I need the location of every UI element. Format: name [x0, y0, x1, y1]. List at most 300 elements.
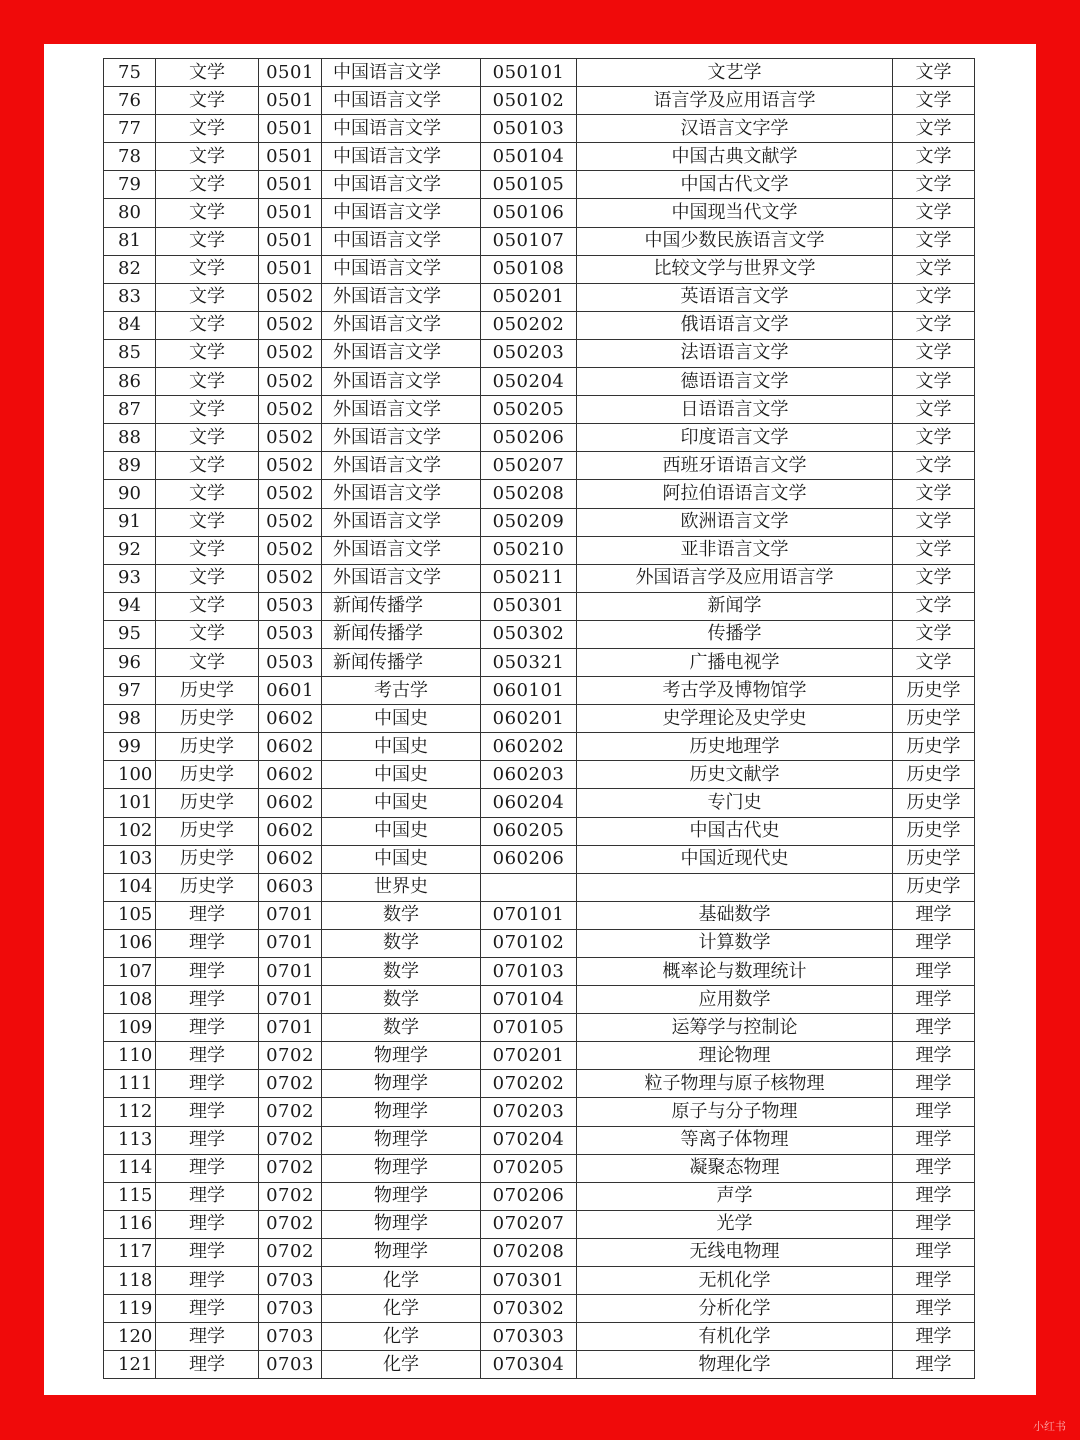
primary-name-cell: 中国语言文学	[322, 59, 481, 87]
secondary-name-cell: 有机化学	[577, 1323, 893, 1351]
primary-code-cell: 0602	[259, 733, 322, 761]
secondary-code-cell: 070201	[481, 1042, 577, 1070]
secondary-name-cell: 粒子物理与原子核物理	[577, 1070, 893, 1098]
secondary-code-cell: 070105	[481, 1014, 577, 1042]
row-number-cell: 103	[104, 845, 156, 873]
secondary-code-cell: 050104	[481, 143, 577, 171]
row-number-cell: 88	[104, 424, 156, 452]
primary-code-cell: 0602	[259, 761, 322, 789]
degree-category-cell: 文学	[893, 480, 975, 508]
secondary-code-cell: 070103	[481, 958, 577, 986]
table-row	[104, 143, 975, 171]
degree-category-cell: 文学	[893, 115, 975, 143]
primary-name-cell: 新闻传播学	[322, 648, 481, 676]
primary-name-cell: 数学	[322, 901, 481, 929]
primary-code-cell: 0703	[259, 1351, 322, 1379]
primary-name-cell: 中国史	[322, 845, 481, 873]
secondary-name-cell: 无线电物理	[577, 1238, 893, 1266]
table-row	[104, 424, 975, 452]
primary-code-cell: 0701	[259, 958, 322, 986]
row-number-cell: 95	[104, 620, 156, 648]
secondary-name-cell: 历史地理学	[577, 733, 893, 761]
secondary-name-cell: 无机化学	[577, 1267, 893, 1295]
table-row	[104, 1126, 975, 1154]
primary-name-cell: 世界史	[322, 873, 481, 901]
table-row	[104, 648, 975, 676]
secondary-name-cell: 广播电视学	[577, 648, 893, 676]
primary-name-cell: 中国史	[322, 789, 481, 817]
row-number-cell: 120	[104, 1323, 156, 1351]
row-number-cell: 75	[104, 59, 156, 87]
primary-code-cell: 0503	[259, 648, 322, 676]
row-number-cell: 119	[104, 1295, 156, 1323]
degree-category-cell: 历史学	[893, 817, 975, 845]
secondary-name-cell: 专门史	[577, 789, 893, 817]
category-cell: 理学	[156, 1014, 259, 1042]
primary-code-cell: 0702	[259, 1042, 322, 1070]
table-row	[104, 87, 975, 115]
secondary-name-cell: 光学	[577, 1210, 893, 1238]
degree-category-cell: 理学	[893, 1238, 975, 1266]
table-row	[104, 1351, 975, 1379]
primary-name-cell: 化学	[322, 1267, 481, 1295]
degree-category-cell: 历史学	[893, 789, 975, 817]
degree-category-cell: 理学	[893, 1323, 975, 1351]
primary-code-cell: 0701	[259, 901, 322, 929]
secondary-name-cell: 中国古代文学	[577, 171, 893, 199]
primary-name-cell: 物理学	[322, 1126, 481, 1154]
category-cell: 文学	[156, 452, 259, 480]
table-row	[104, 508, 975, 536]
primary-code-cell: 0502	[259, 508, 322, 536]
secondary-name-cell: 俄语语言文学	[577, 311, 893, 339]
secondary-name-cell: 概率论与数理统计	[577, 958, 893, 986]
secondary-code-cell: 070202	[481, 1070, 577, 1098]
primary-code-cell: 0702	[259, 1154, 322, 1182]
row-number-cell: 82	[104, 255, 156, 283]
secondary-code-cell: 050321	[481, 648, 577, 676]
category-cell: 理学	[156, 1295, 259, 1323]
degree-category-cell: 文学	[893, 311, 975, 339]
table-row	[104, 368, 975, 396]
category-cell: 文学	[156, 536, 259, 564]
secondary-code-cell: 050205	[481, 396, 577, 424]
category-cell: 理学	[156, 958, 259, 986]
primary-code-cell: 0502	[259, 396, 322, 424]
degree-category-cell: 历史学	[893, 873, 975, 901]
primary-code-cell: 0501	[259, 171, 322, 199]
degree-category-cell: 历史学	[893, 677, 975, 705]
primary-code-cell: 0502	[259, 536, 322, 564]
primary-code-cell: 0502	[259, 424, 322, 452]
secondary-name-cell: 等离子体物理	[577, 1126, 893, 1154]
row-number-cell: 81	[104, 227, 156, 255]
row-number-cell: 117	[104, 1238, 156, 1266]
row-number-cell: 112	[104, 1098, 156, 1126]
category-cell: 理学	[156, 1210, 259, 1238]
secondary-name-cell: 原子与分子物理	[577, 1098, 893, 1126]
primary-code-cell: 0702	[259, 1098, 322, 1126]
degree-category-cell: 历史学	[893, 845, 975, 873]
secondary-name-cell: 外国语言学及应用语言学	[577, 564, 893, 592]
category-cell: 历史学	[156, 761, 259, 789]
secondary-name-cell: 亚非语言文学	[577, 536, 893, 564]
table-row	[104, 592, 975, 620]
table-row	[104, 1295, 975, 1323]
secondary-name-cell: 法语语言文学	[577, 339, 893, 367]
table-row	[104, 452, 975, 480]
primary-code-cell: 0501	[259, 199, 322, 227]
table-row	[104, 1042, 975, 1070]
secondary-name-cell: 中国近现代史	[577, 845, 893, 873]
row-number-cell: 83	[104, 283, 156, 311]
row-number-cell: 93	[104, 564, 156, 592]
secondary-name-cell: 声学	[577, 1182, 893, 1210]
primary-name-cell: 物理学	[322, 1070, 481, 1098]
row-number-cell: 100	[104, 761, 156, 789]
secondary-code-cell: 060205	[481, 817, 577, 845]
secondary-name-cell: 比较文学与世界文学	[577, 255, 893, 283]
primary-name-cell: 数学	[322, 929, 481, 957]
category-cell: 文学	[156, 87, 259, 115]
row-number-cell: 85	[104, 339, 156, 367]
degree-category-cell: 文学	[893, 143, 975, 171]
primary-name-cell: 物理学	[322, 1098, 481, 1126]
table-row	[104, 311, 975, 339]
table-row	[104, 115, 975, 143]
secondary-name-cell: 中国现当代文学	[577, 199, 893, 227]
primary-code-cell: 0502	[259, 311, 322, 339]
secondary-name-cell: 中国少数民族语言文学	[577, 227, 893, 255]
primary-code-cell: 0702	[259, 1126, 322, 1154]
degree-category-cell: 文学	[893, 59, 975, 87]
primary-code-cell: 0702	[259, 1182, 322, 1210]
degree-category-cell: 理学	[893, 958, 975, 986]
primary-name-cell: 中国语言文学	[322, 199, 481, 227]
primary-code-cell: 0501	[259, 227, 322, 255]
table-row	[104, 817, 975, 845]
primary-name-cell: 物理学	[322, 1210, 481, 1238]
table-row	[104, 705, 975, 733]
row-number-cell: 94	[104, 592, 156, 620]
table-row	[104, 480, 975, 508]
primary-name-cell: 外国语言文学	[322, 480, 481, 508]
secondary-code-cell: 050201	[481, 283, 577, 311]
primary-name-cell: 中国语言文学	[322, 171, 481, 199]
degree-category-cell: 理学	[893, 986, 975, 1014]
primary-code-cell: 0501	[259, 115, 322, 143]
primary-name-cell: 化学	[322, 1295, 481, 1323]
table-row	[104, 1154, 975, 1182]
row-number-cell: 77	[104, 115, 156, 143]
degree-category-cell: 理学	[893, 1267, 975, 1295]
category-cell: 历史学	[156, 845, 259, 873]
secondary-name-cell: 汉语言文字学	[577, 115, 893, 143]
secondary-code-cell: 050207	[481, 452, 577, 480]
primary-name-cell: 外国语言文学	[322, 452, 481, 480]
primary-code-cell: 0501	[259, 143, 322, 171]
category-cell: 理学	[156, 1238, 259, 1266]
secondary-code-cell: 050103	[481, 115, 577, 143]
primary-name-cell: 中国史	[322, 817, 481, 845]
secondary-code-cell: 050202	[481, 311, 577, 339]
row-number-cell: 109	[104, 1014, 156, 1042]
secondary-code-cell: 070102	[481, 929, 577, 957]
secondary-name-cell: 中国古代史	[577, 817, 893, 845]
discipline-table	[103, 58, 975, 1379]
category-cell: 历史学	[156, 705, 259, 733]
degree-category-cell: 文学	[893, 648, 975, 676]
document-sheet	[44, 44, 1036, 1395]
category-cell: 理学	[156, 1267, 259, 1295]
category-cell: 文学	[156, 227, 259, 255]
secondary-code-cell: 050102	[481, 87, 577, 115]
secondary-name-cell: 德语语言文学	[577, 368, 893, 396]
row-number-cell: 108	[104, 986, 156, 1014]
primary-code-cell: 0603	[259, 873, 322, 901]
degree-category-cell: 文学	[893, 536, 975, 564]
primary-name-cell: 外国语言文学	[322, 368, 481, 396]
row-number-cell: 98	[104, 705, 156, 733]
secondary-code-cell: 070206	[481, 1182, 577, 1210]
secondary-code-cell: 050203	[481, 339, 577, 367]
degree-category-cell: 理学	[893, 1070, 975, 1098]
row-number-cell: 115	[104, 1182, 156, 1210]
row-number-cell: 116	[104, 1210, 156, 1238]
primary-code-cell: 0703	[259, 1295, 322, 1323]
degree-category-cell: 历史学	[893, 733, 975, 761]
primary-name-cell: 物理学	[322, 1042, 481, 1070]
primary-name-cell: 中国语言文学	[322, 143, 481, 171]
primary-code-cell: 0502	[259, 564, 322, 592]
category-cell: 理学	[156, 929, 259, 957]
degree-category-cell: 文学	[893, 564, 975, 592]
category-cell: 文学	[156, 115, 259, 143]
category-cell: 历史学	[156, 789, 259, 817]
row-number-cell: 91	[104, 508, 156, 536]
secondary-code-cell: 070304	[481, 1351, 577, 1379]
category-cell: 文学	[156, 396, 259, 424]
row-number-cell: 90	[104, 480, 156, 508]
row-number-cell: 99	[104, 733, 156, 761]
secondary-code-cell: 060101	[481, 677, 577, 705]
secondary-code-cell: 070205	[481, 1154, 577, 1182]
category-cell: 文学	[156, 564, 259, 592]
primary-code-cell: 0602	[259, 845, 322, 873]
degree-category-cell: 理学	[893, 929, 975, 957]
category-cell: 理学	[156, 1070, 259, 1098]
degree-category-cell: 理学	[893, 1154, 975, 1182]
primary-code-cell: 0502	[259, 339, 322, 367]
table-row	[104, 564, 975, 592]
secondary-code-cell: 070207	[481, 1210, 577, 1238]
table-row	[104, 873, 975, 901]
secondary-code-cell: 050206	[481, 424, 577, 452]
category-cell: 理学	[156, 1323, 259, 1351]
row-number-cell: 107	[104, 958, 156, 986]
secondary-name-cell: 分析化学	[577, 1295, 893, 1323]
primary-name-cell: 化学	[322, 1323, 481, 1351]
secondary-name-cell: 语言学及应用语言学	[577, 87, 893, 115]
category-cell: 理学	[156, 1154, 259, 1182]
primary-code-cell: 0701	[259, 986, 322, 1014]
category-cell: 文学	[156, 171, 259, 199]
category-cell: 文学	[156, 368, 259, 396]
table-row	[104, 789, 975, 817]
row-number-cell: 114	[104, 1154, 156, 1182]
primary-code-cell: 0703	[259, 1323, 322, 1351]
degree-category-cell: 理学	[893, 1014, 975, 1042]
primary-name-cell: 外国语言文学	[322, 536, 481, 564]
row-number-cell: 87	[104, 396, 156, 424]
table-row	[104, 1182, 975, 1210]
primary-name-cell: 物理学	[322, 1182, 481, 1210]
table-row	[104, 59, 975, 87]
primary-code-cell: 0501	[259, 87, 322, 115]
primary-code-cell: 0702	[259, 1210, 322, 1238]
secondary-name-cell: 印度语言文学	[577, 424, 893, 452]
category-cell: 文学	[156, 620, 259, 648]
category-cell: 历史学	[156, 873, 259, 901]
category-cell: 理学	[156, 1182, 259, 1210]
secondary-name-cell	[577, 873, 893, 901]
primary-code-cell: 0502	[259, 283, 322, 311]
row-number-cell: 78	[104, 143, 156, 171]
category-cell: 文学	[156, 339, 259, 367]
primary-name-cell: 中国语言文学	[322, 255, 481, 283]
secondary-code-cell: 070101	[481, 901, 577, 929]
degree-category-cell: 文学	[893, 255, 975, 283]
secondary-code-cell: 060201	[481, 705, 577, 733]
primary-code-cell: 0602	[259, 705, 322, 733]
primary-name-cell: 物理学	[322, 1238, 481, 1266]
row-number-cell: 97	[104, 677, 156, 705]
primary-name-cell: 新闻传播学	[322, 620, 481, 648]
table-row	[104, 255, 975, 283]
row-number-cell: 86	[104, 368, 156, 396]
row-number-cell: 102	[104, 817, 156, 845]
table-row	[104, 958, 975, 986]
secondary-code-cell: 050106	[481, 199, 577, 227]
degree-category-cell: 文学	[893, 87, 975, 115]
secondary-name-cell: 应用数学	[577, 986, 893, 1014]
secondary-name-cell: 历史文献学	[577, 761, 893, 789]
table-row	[104, 1267, 975, 1295]
secondary-code-cell: 060202	[481, 733, 577, 761]
primary-name-cell: 考古学	[322, 677, 481, 705]
primary-name-cell: 物理学	[322, 1154, 481, 1182]
secondary-name-cell: 中国古典文献学	[577, 143, 893, 171]
table-row	[104, 761, 975, 789]
degree-category-cell: 理学	[893, 1295, 975, 1323]
secondary-code-cell: 050301	[481, 592, 577, 620]
degree-category-cell: 文学	[893, 508, 975, 536]
row-number-cell: 80	[104, 199, 156, 227]
watermark-text: 小红书	[1033, 1420, 1066, 1433]
primary-name-cell: 中国史	[322, 761, 481, 789]
category-cell: 文学	[156, 143, 259, 171]
secondary-code-cell: 060206	[481, 845, 577, 873]
secondary-code-cell: 050105	[481, 171, 577, 199]
row-number-cell: 84	[104, 311, 156, 339]
degree-category-cell: 文学	[893, 199, 975, 227]
table-row	[104, 901, 975, 929]
secondary-name-cell: 文艺学	[577, 59, 893, 87]
primary-code-cell: 0502	[259, 368, 322, 396]
row-number-cell: 106	[104, 929, 156, 957]
table-row	[104, 171, 975, 199]
degree-category-cell: 文学	[893, 227, 975, 255]
secondary-name-cell: 欧洲语言文学	[577, 508, 893, 536]
primary-code-cell: 0602	[259, 817, 322, 845]
table-row	[104, 845, 975, 873]
secondary-code-cell: 050302	[481, 620, 577, 648]
table-row	[104, 929, 975, 957]
degree-category-cell: 文学	[893, 592, 975, 620]
secondary-code-cell: 050204	[481, 368, 577, 396]
secondary-code-cell: 050211	[481, 564, 577, 592]
secondary-name-cell: 运筹学与控制论	[577, 1014, 893, 1042]
table-body	[104, 59, 975, 1379]
secondary-code-cell: 050108	[481, 255, 577, 283]
secondary-code-cell: 070204	[481, 1126, 577, 1154]
secondary-code-cell: 050101	[481, 59, 577, 87]
primary-name-cell: 数学	[322, 958, 481, 986]
secondary-name-cell: 基础数学	[577, 901, 893, 929]
primary-name-cell: 中国史	[322, 733, 481, 761]
primary-name-cell: 外国语言文学	[322, 339, 481, 367]
primary-name-cell: 外国语言文学	[322, 311, 481, 339]
secondary-code-cell: 050208	[481, 480, 577, 508]
row-number-cell: 92	[104, 536, 156, 564]
table-row	[104, 1070, 975, 1098]
primary-code-cell: 0501	[259, 59, 322, 87]
category-cell: 理学	[156, 1351, 259, 1379]
row-number-cell: 121	[104, 1351, 156, 1379]
secondary-name-cell: 计算数学	[577, 929, 893, 957]
degree-category-cell: 理学	[893, 1210, 975, 1238]
primary-code-cell: 0703	[259, 1267, 322, 1295]
row-number-cell: 110	[104, 1042, 156, 1070]
secondary-name-cell: 理论物理	[577, 1042, 893, 1070]
category-cell: 文学	[156, 424, 259, 452]
table-row	[104, 1098, 975, 1126]
secondary-name-cell: 物理化学	[577, 1351, 893, 1379]
primary-code-cell: 0501	[259, 255, 322, 283]
primary-code-cell: 0701	[259, 1014, 322, 1042]
table-row	[104, 733, 975, 761]
degree-category-cell: 文学	[893, 620, 975, 648]
row-number-cell: 101	[104, 789, 156, 817]
table-row	[104, 283, 975, 311]
degree-category-cell: 理学	[893, 1098, 975, 1126]
secondary-code-cell: 050210	[481, 536, 577, 564]
primary-name-cell: 中国语言文学	[322, 227, 481, 255]
secondary-name-cell: 史学理论及史学史	[577, 705, 893, 733]
table-row	[104, 536, 975, 564]
table-row	[104, 1238, 975, 1266]
secondary-code-cell: 050209	[481, 508, 577, 536]
category-cell: 文学	[156, 648, 259, 676]
degree-category-cell: 理学	[893, 1351, 975, 1379]
primary-code-cell: 0602	[259, 789, 322, 817]
table-row	[104, 199, 975, 227]
primary-name-cell: 外国语言文学	[322, 283, 481, 311]
table-row	[104, 339, 975, 367]
table-row	[104, 677, 975, 705]
primary-name-cell: 中国史	[322, 705, 481, 733]
secondary-code-cell: 070208	[481, 1238, 577, 1266]
